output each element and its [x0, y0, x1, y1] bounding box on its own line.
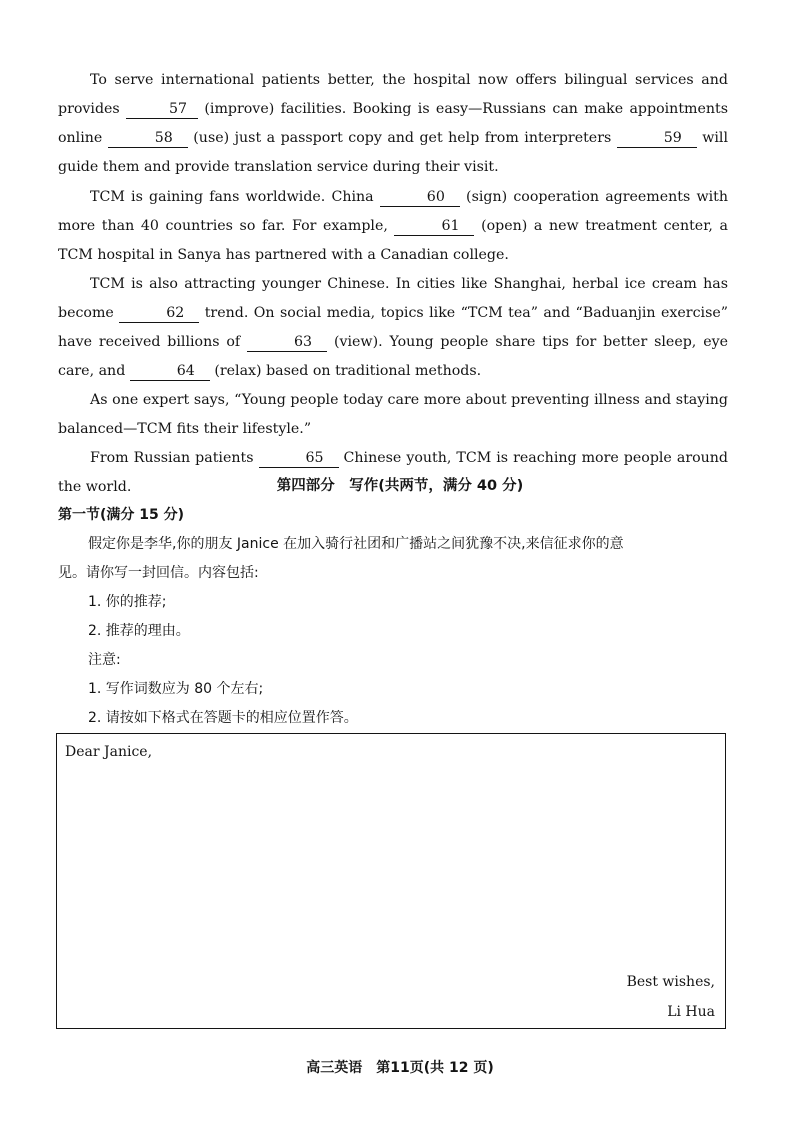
- paragraph-text: As one expert says, “Young people today care more about preventing illness and staying balanced—TCM fits their lifestyle.”: [58, 392, 728, 437]
- paragraph-text: (use) just a passport copy and get help from interpreters: [193, 130, 612, 146]
- note-1: 1. 写作词数应为 80 个左右;: [88, 681, 264, 697]
- paragraph-text: (relax) based on traditional methods.: [214, 363, 482, 379]
- paragraph-text: (improve) facilities. Booking is easy—Russians can make appointments online: [58, 101, 728, 146]
- paragraph-text: From Russian patients: [90, 450, 254, 466]
- paragraph-text: TCM is also attracting younger Chinese. In cities like Shanghai, herbal ice cream has become: [58, 276, 728, 321]
- blank-59[interactable]: 59: [617, 129, 697, 148]
- blank-60[interactable]: 60: [380, 188, 460, 207]
- blank-62[interactable]: 62: [119, 304, 199, 323]
- letter-closing: Best wishes,: [626, 974, 715, 990]
- blank-65[interactable]: 65: [259, 449, 339, 468]
- paragraph-expert-quote: [58, 386, 728, 444]
- blank-61[interactable]: 61: [394, 217, 474, 236]
- blank-63[interactable]: 63: [247, 333, 327, 352]
- page-footer: 高三英语 第11页(共 12 页): [306, 1060, 494, 1076]
- part-one-title: 第一节(满分 15 分): [58, 507, 185, 523]
- paragraph-text: trend. On social media, topics like “TCM tea” and “Baduanjin exercise” have received billions of: [58, 305, 729, 350]
- writing-prompt-line1: 假定你是李华,你的朋友 Janice 在加入骑行社团和广播站之间犹豫不决,来信征求你的意: [88, 536, 624, 552]
- paragraph-text: (sign) cooperation agreements with more than 40 countries so far. For example,: [58, 189, 728, 234]
- paragraph-text: (open) a new treatment center, a TCM hospital in Sanya has partnered with a Canadian college.: [58, 218, 728, 263]
- section-heading: 第四部分 写作(共两节，满分 40 分): [276, 478, 524, 494]
- paragraph-younger-chinese: [58, 270, 728, 386]
- letter-answer-box[interactable]: [56, 733, 726, 1029]
- letter-signature: Li Hua: [667, 1004, 715, 1020]
- note-2: 2. 请按如下格式在答题卡的相应位置作答。: [88, 710, 358, 726]
- writing-prompt-line2: 见。请你写一封回信。内容包括:: [58, 565, 259, 581]
- paragraph-text: TCM is gaining fans worldwide. China: [90, 189, 374, 205]
- paragraph-text: (view). Young people share tips for better sleep, eye care, and: [58, 334, 729, 379]
- paragraph-hospital-services: [58, 66, 728, 182]
- paragraph-text: will guide them and provide translation service during their visit.: [58, 130, 728, 175]
- blank-57[interactable]: 57: [126, 100, 198, 119]
- note-label: 注意:: [88, 652, 121, 668]
- letter-salutation: Dear Janice,: [65, 744, 153, 760]
- prompt-item-2: 2. 推荐的理由。: [88, 623, 190, 639]
- paragraph-tcm-worldwide: [58, 183, 728, 270]
- prompt-item-1: 1. 你的推荐;: [88, 594, 167, 610]
- blank-58[interactable]: 58: [108, 129, 188, 148]
- blank-64[interactable]: 64: [130, 362, 210, 381]
- paragraph-text: Chinese youth, TCM is reaching more people around the world.: [58, 450, 728, 495]
- paragraph-text: To serve international patients better, the hospital now offers bilingual services and provides: [58, 72, 728, 117]
